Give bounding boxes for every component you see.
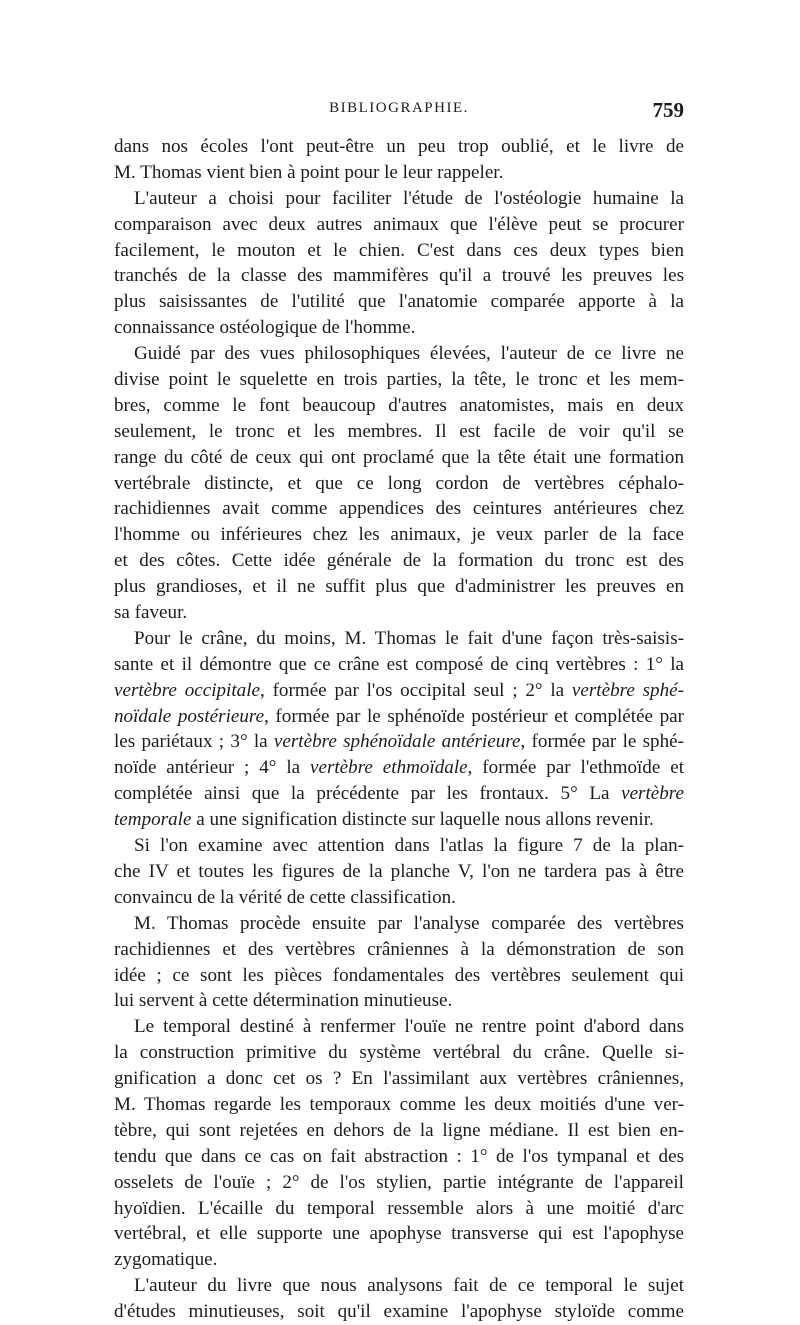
- text-line: Pour le crâne, du moins, M. Thomas le fait d'une façon très-saisis-: [134, 627, 684, 649]
- italic-term: vertèbre sphénoïdale antérieure: [273, 731, 521, 753]
- text-line-mixed: [114, 678, 684, 704]
- text-line: la construction primitive du système vertébral du crâne. Quelle si-: [114, 1042, 684, 1064]
- text-run: , formée par le sphénoïde postérieur et complétée par: [264, 705, 684, 727]
- text-run: complétée ainsi que la précédente par les frontaux. 5° La: [114, 783, 622, 805]
- text-line: et des côtes. Cette idée générale de la formation du tronc est des: [114, 550, 684, 572]
- text-line: tèbre, qui sont rejetées en dehors de la ligne médiane. Il est bien en-: [114, 1119, 684, 1141]
- text-run: les pariétaux ; 3° la: [114, 731, 274, 753]
- text-line: Si l'on examine avec attention dans l'atlas la figure 7 de la plan-: [134, 835, 684, 857]
- text-line: rachidiennes avait comme appendices des ceintures antérieures chez: [114, 498, 684, 520]
- text-line: tranchés de la classe des mammifères qu'il a trouvé les preuves les: [114, 265, 684, 287]
- text-line: vertébrale distincte, et que ce long cordon de vertèbres céphalo-: [114, 472, 684, 494]
- italic-term: vertèbre occipitale: [114, 679, 260, 701]
- text-line: range du côté de ceux qui ont proclamé que la tête était une formation: [114, 446, 684, 468]
- text-line: tendu que dans ce cas on fait abstraction : 1° de l'os tympanal et des: [114, 1145, 684, 1167]
- text-line: Le temporal destiné à renfermer l'ouïe ne rentre point d'abord dans: [134, 1016, 684, 1038]
- text-line: zygomatique.: [114, 1249, 218, 1271]
- text-run: noïde antérieur ; 4° la: [114, 757, 310, 779]
- text-line: vertébral, et elle supporte une apophyse transverse qui est l'apophyse: [114, 1223, 684, 1245]
- page-header: [114, 100, 684, 130]
- text-line: connaissance ostéologique de l'homme.: [114, 317, 416, 339]
- page-number: 759: [652, 98, 684, 122]
- running-head: BIBLIOGRAPHIE.: [329, 100, 469, 116]
- text-line: convaincu de la vérité de cette classification.: [114, 886, 456, 908]
- text-line: Guidé par des vues philosophiques élevées, l'auteur de ce livre ne: [134, 343, 684, 365]
- text-line: lui servent à cette détermination minutieuse.: [114, 990, 453, 1012]
- text-run: a une signification distincte sur laquelle nous allons revenir.: [191, 809, 654, 831]
- text-line: dans nos écoles l'ont peut-être un peu trop oublié, et le livre de: [114, 136, 684, 157]
- text-run: , formée par l'os occipital seul ; 2° la: [260, 679, 572, 701]
- italic-term: vertèbre: [621, 783, 684, 805]
- text-line: plus saisissantes de l'utilité que l'anatomie comparée apporte à la: [114, 291, 684, 313]
- text-line: sa faveur.: [114, 602, 188, 624]
- text-line: bres, comme le font beaucoup d'autres anatomistes, mais en deux: [114, 394, 684, 416]
- text-line: rachidiennes et des vertèbres crâniennes à la démonstration de son: [114, 938, 684, 960]
- body-text: [114, 134, 684, 1325]
- text-line-mixed: [114, 755, 684, 781]
- text-line: d'études minutieuses, soit qu'il examine l'apophyse styloïde comme: [114, 1301, 684, 1323]
- text-line: M. Thomas procède ensuite par l'analyse comparée des vertèbres: [134, 912, 684, 934]
- italic-term: vertèbre ethmoïdale: [310, 757, 468, 779]
- text-line: M. Thomas vient bien à point pour le leur rappeler.: [114, 161, 504, 183]
- text-line: che IV et toutes les figures de la planche V, l'on ne tardera pas à être: [114, 860, 684, 882]
- text-line: osselets de l'ouïe ; 2° de l'os stylien, partie intégrante de l'appareil: [114, 1171, 684, 1193]
- text-line: plus grandioses, et il ne suffit plus que d'administrer les preuves en: [114, 576, 684, 598]
- text-line: hyoïdien. L'écaille du temporal ressemble alors à une moitié d'arc: [114, 1197, 684, 1219]
- text-line: gnification a donc cet os ? En l'assimilant aux vertèbres crâniennes,: [114, 1068, 684, 1090]
- text-line-mixed: [114, 704, 684, 730]
- text-line: idée ; ce sont les pièces fondamentales des vertèbres seulement qui: [114, 964, 684, 986]
- text-line: sante et il démontre que ce crâne est composé de cinq vertèbres : 1° la: [114, 653, 684, 675]
- text-run: , formée par le sphé-: [520, 731, 684, 753]
- text-line-mixed: [114, 729, 684, 755]
- text-line: l'homme ou inférieures chez les animaux, je veux parler de la face: [114, 524, 684, 546]
- text-line-mixed: [114, 781, 684, 807]
- text-line-mixed: [114, 807, 684, 833]
- italic-term: temporale: [114, 809, 192, 831]
- text-line: seulement, le tronc et les membres. Il est facile de voir qu'il se: [114, 420, 684, 442]
- text-line: divise point le squelette en trois parties, la tête, le tronc et les mem-: [114, 369, 684, 391]
- text-line: L'auteur du livre que nous analysons fait de ce temporal le sujet: [134, 1275, 684, 1297]
- text-line: comparaison avec deux autres animaux que l'élève peut se procurer: [114, 213, 684, 235]
- text-run: , formée par l'ethmoïde et: [467, 757, 684, 779]
- text-line: M. Thomas regarde les temporaux comme les deux moitiés d'une ver-: [114, 1093, 684, 1115]
- italic-term: noïdale postérieure: [114, 705, 265, 727]
- italic-term: vertèbre sphé-: [571, 679, 684, 701]
- text-line: facilement, le mouton et le chien. C'est dans ces deux types bien: [114, 239, 684, 261]
- text-line: L'auteur a choisi pour faciliter l'étude de l'ostéologie humaine la: [134, 187, 684, 209]
